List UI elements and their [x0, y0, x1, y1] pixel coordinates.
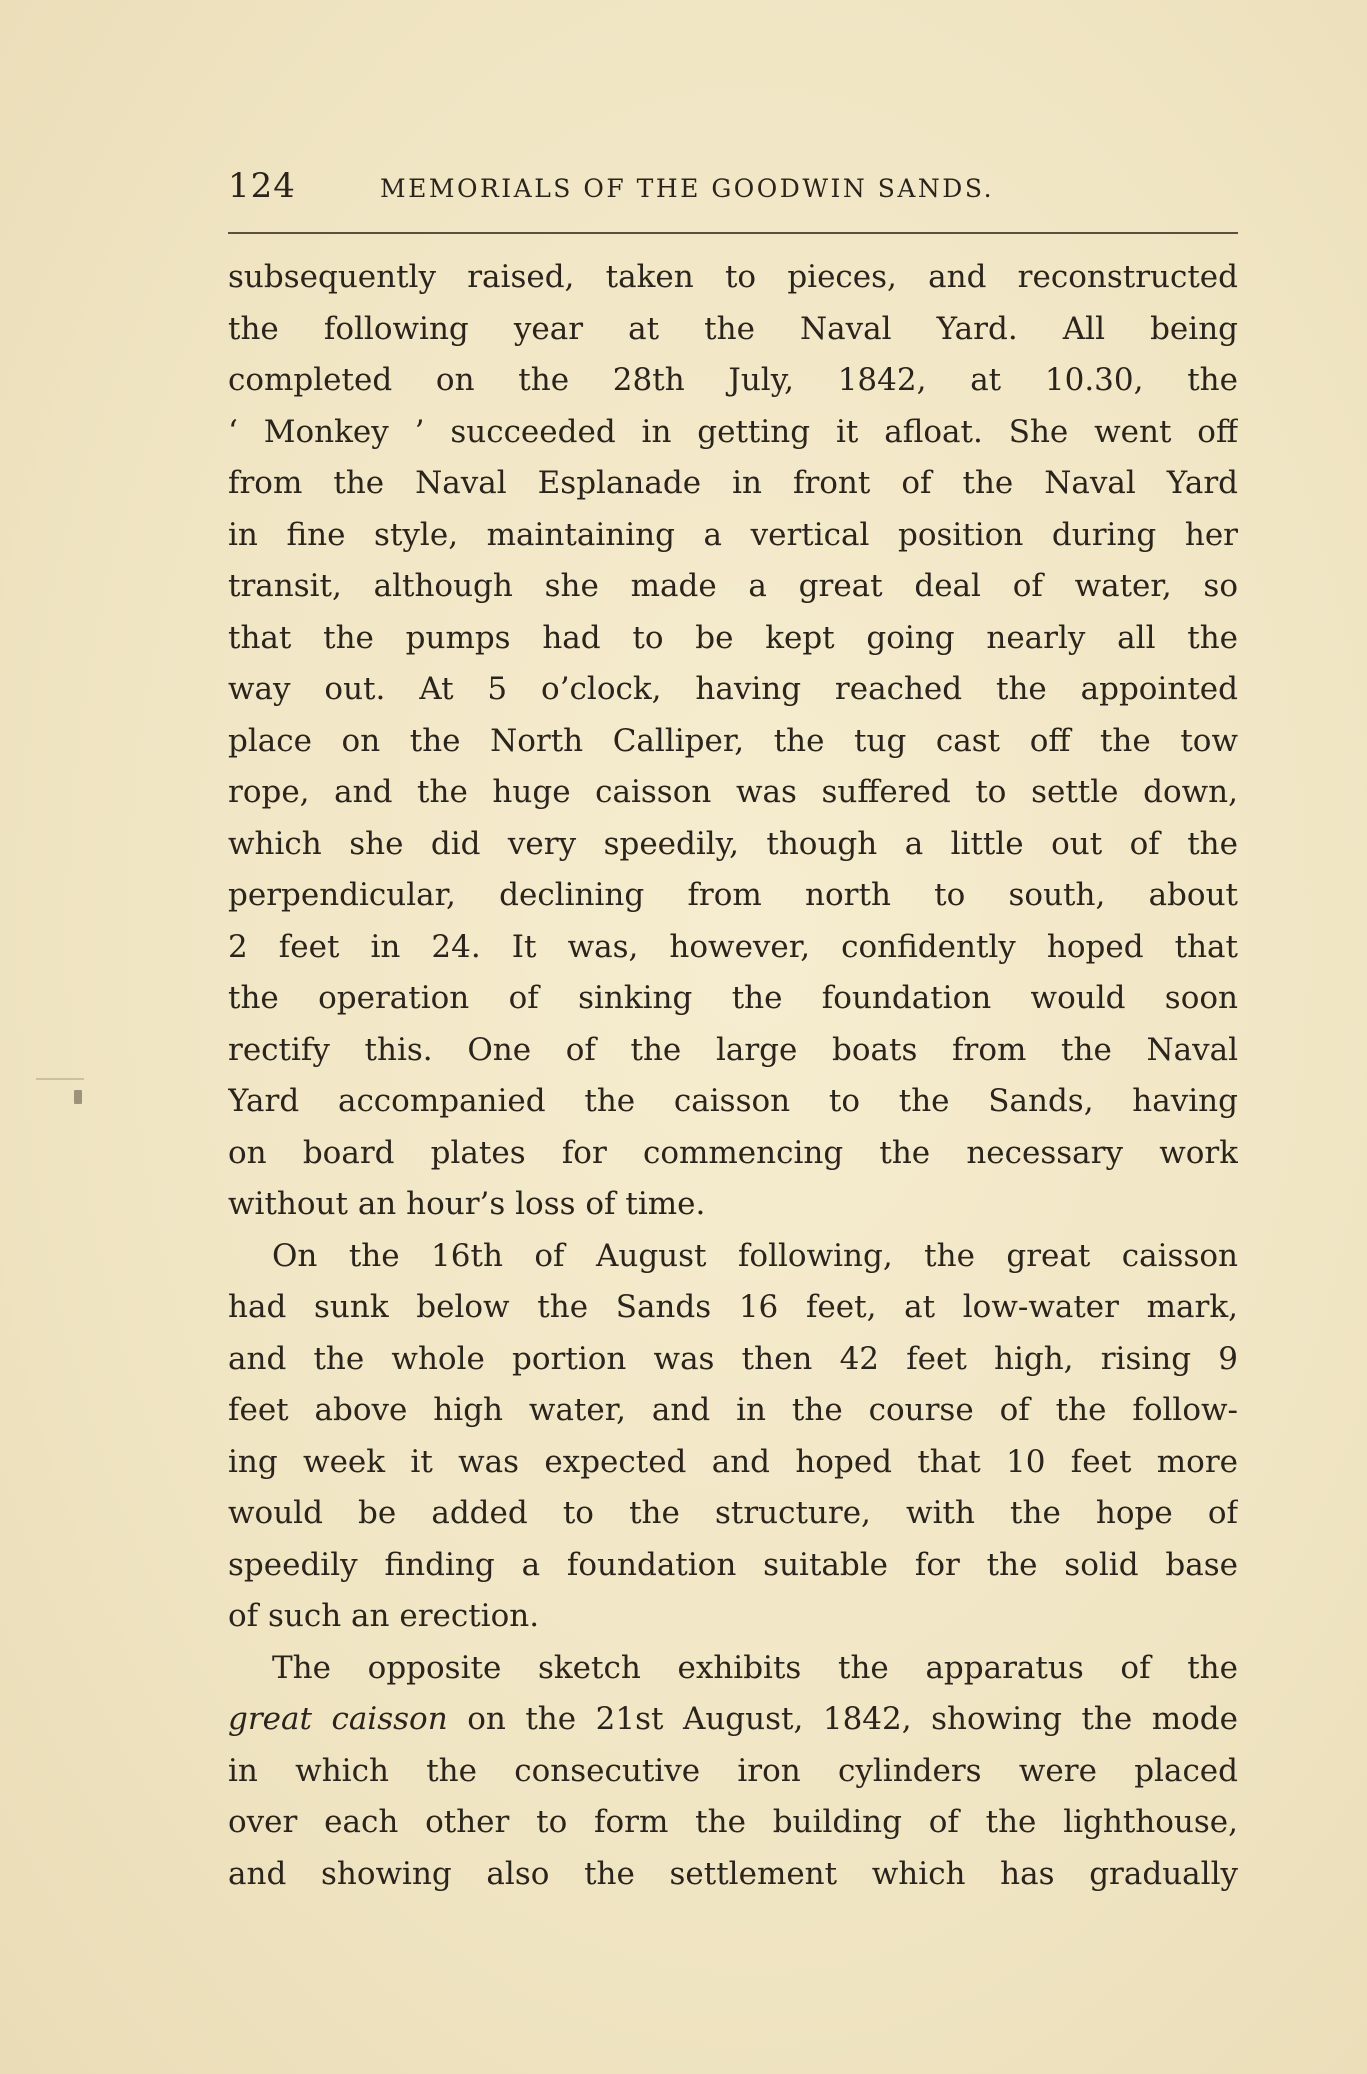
header-rule	[228, 232, 1238, 234]
text-line: which she did very speedily, though a little out of the	[228, 825, 1238, 862]
text-line: perpendicular, declining from north to south, about	[228, 877, 1238, 913]
text-line: would be added to the structure, with the hope of	[228, 1495, 1238, 1531]
text-line: from the Naval Esplanade in front of the Naval Yard	[228, 465, 1238, 501]
text-line: rope, and the huge caisson was suffered to settle down,	[228, 774, 1238, 810]
text-line: speedily finding a foundation suitable for the solid base	[228, 1546, 1238, 1583]
italic-phrase: great caisson	[228, 1701, 448, 1737]
text-line: in fine style, maintaining a vertical position during her	[228, 516, 1238, 553]
paragraph-1	[228, 252, 1238, 1231]
page-number: 124	[228, 166, 296, 206]
text-line: On the 16th of August following, the great caisson	[272, 1237, 1238, 1274]
text-line: ‘ Monkey ’ succeeded in getting it afloat. She went off	[228, 413, 1238, 450]
text-line: and showing also the settlement which has gradually	[228, 1855, 1238, 1892]
margin-smudge	[36, 1078, 84, 1080]
margin-mark	[74, 1090, 82, 1104]
paragraph-3	[228, 1643, 1238, 1901]
text-line: rectify this. One of the large boats from the Naval	[228, 1031, 1238, 1068]
text-line: the following year at the Naval Yard. All being	[228, 310, 1238, 347]
text-line: feet above high water, and in the course of the follow-	[228, 1392, 1238, 1428]
text-line	[228, 1694, 1238, 1746]
text-line: subsequently raised, taken to pieces, and reconstructed	[228, 259, 1238, 295]
page-header	[228, 166, 1238, 216]
text-line: the operation of sinking the foundation would soon	[228, 980, 1238, 1016]
text-line: without an hour’s loss of time.	[228, 1186, 706, 1222]
page-body	[228, 252, 1238, 1900]
text-line: Yard accompanied the caisson to the Sands, having	[228, 1083, 1238, 1119]
text-fragment: on the 21st August, 1842, showing the mode	[447, 1701, 1238, 1737]
text-line: The opposite sketch exhibits the apparatus of the	[272, 1649, 1238, 1686]
text-line: ing week it was expected and hoped that 10 feet more	[228, 1443, 1238, 1480]
text-line: 2 feet in 24. It was, however, confidently hoped that	[228, 928, 1238, 965]
text-line: over each other to form the building of the lighthouse,	[228, 1804, 1238, 1840]
text-line: transit, although she made a great deal of water, so	[228, 568, 1238, 604]
text-line: that the pumps had to be kept going nearly all the	[228, 619, 1238, 656]
text-line: had sunk below the Sands 16 feet, at low-water mark,	[228, 1289, 1238, 1325]
text-line: place on the North Calliper, the tug cast off the tow	[228, 722, 1238, 759]
paragraph-2	[228, 1231, 1238, 1643]
text-line: of such an erection.	[228, 1598, 540, 1634]
text-line: in which the consecutive iron cylinders were placed	[228, 1752, 1238, 1789]
running-title: MEMORIALS OF THE GOODWIN SANDS.	[380, 174, 995, 203]
text-line: completed on the 28th July, 1842, at 10.30, the	[228, 362, 1238, 398]
text-line: and the whole portion was then 42 feet high, rising 9	[228, 1340, 1238, 1377]
text-line: on board plates for commencing the necessary work	[228, 1134, 1238, 1171]
text-line: way out. At 5 o’clock, having reached the appointed	[228, 671, 1238, 707]
